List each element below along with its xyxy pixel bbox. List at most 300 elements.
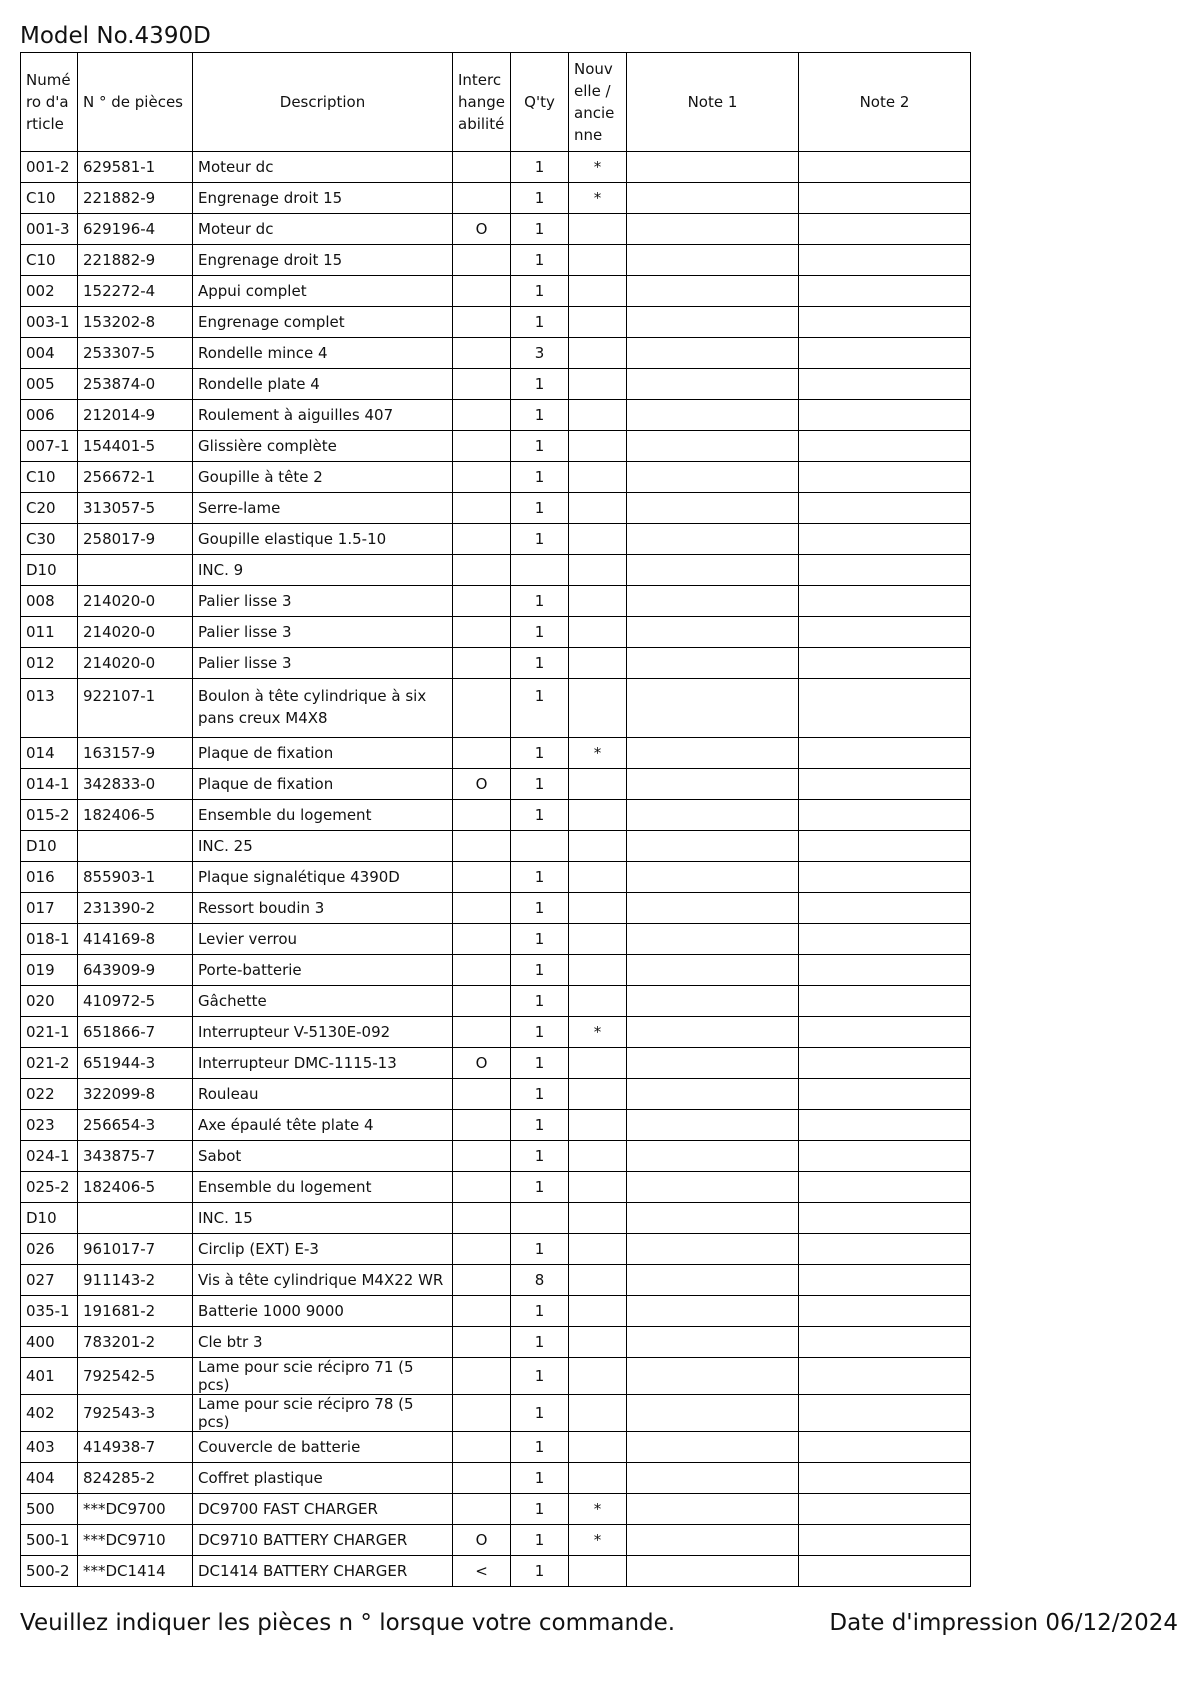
part-number-cell: 256654-3 <box>78 1110 193 1141</box>
note-1-cell <box>627 1556 799 1587</box>
description-cell: Plaque de fixation <box>193 738 453 769</box>
new-old-cell <box>569 524 627 555</box>
description-cell: Porte-batterie <box>193 955 453 986</box>
part-number-cell: 343875-7 <box>78 1141 193 1172</box>
item-number-cell: D10 <box>21 831 78 862</box>
item-number-cell: 004 <box>21 338 78 369</box>
note-2-cell <box>799 1395 971 1432</box>
description-cell: Serre-lame <box>193 493 453 524</box>
new-old-cell <box>569 862 627 893</box>
interchangeability-cell <box>453 831 511 862</box>
new-old-cell <box>569 1327 627 1358</box>
item-number-cell: C10 <box>21 245 78 276</box>
interchangeability-cell <box>453 1265 511 1296</box>
description-cell: Roulement à aiguilles 407 <box>193 400 453 431</box>
part-number-cell: 163157-9 <box>78 738 193 769</box>
note-1-cell <box>627 831 799 862</box>
note-1-cell <box>627 1265 799 1296</box>
item-number-cell: 500 <box>21 1494 78 1525</box>
note-2-cell <box>799 586 971 617</box>
item-number-cell: C20 <box>21 493 78 524</box>
part-number-cell: 792543-3 <box>78 1395 193 1432</box>
note-2-cell <box>799 152 971 183</box>
interchangeability-cell <box>453 1141 511 1172</box>
table-row <box>21 1234 971 1265</box>
note-2-cell <box>799 1172 971 1203</box>
interchangeability-cell <box>453 1017 511 1048</box>
quantity-cell: 1 <box>511 431 569 462</box>
quantity-cell: 1 <box>511 738 569 769</box>
description-cell: Goupille à tête 2 <box>193 462 453 493</box>
interchangeability-cell <box>453 893 511 924</box>
note-1-cell <box>627 245 799 276</box>
new-old-cell <box>569 924 627 955</box>
table-row <box>21 862 971 893</box>
note-2-cell <box>799 462 971 493</box>
item-number-cell: 014-1 <box>21 769 78 800</box>
interchangeability-cell <box>453 1110 511 1141</box>
part-number-cell <box>78 831 193 862</box>
note-1-cell <box>627 431 799 462</box>
interchangeability-cell: O <box>453 1525 511 1556</box>
note-1-cell <box>627 338 799 369</box>
table-row <box>21 1048 971 1079</box>
header-note-2: Note 2 <box>799 53 971 152</box>
quantity-cell <box>511 1203 569 1234</box>
part-number-cell: 629581-1 <box>78 152 193 183</box>
part-number-cell: 182406-5 <box>78 1172 193 1203</box>
new-old-cell <box>569 1172 627 1203</box>
item-number-cell: 011 <box>21 617 78 648</box>
note-1-cell <box>627 1358 799 1395</box>
item-number-cell: 020 <box>21 986 78 1017</box>
table-row <box>21 214 971 245</box>
quantity-cell: 1 <box>511 369 569 400</box>
part-number-cell: 258017-9 <box>78 524 193 555</box>
item-number-cell: 500-1 <box>21 1525 78 1556</box>
quantity-cell: 1 <box>511 986 569 1017</box>
quantity-cell: 1 <box>511 1525 569 1556</box>
description-cell: Sabot <box>193 1141 453 1172</box>
item-number-cell: 402 <box>21 1395 78 1432</box>
quantity-cell: 1 <box>511 924 569 955</box>
part-number-cell <box>78 555 193 586</box>
quantity-cell: 1 <box>511 1327 569 1358</box>
new-old-cell <box>569 1141 627 1172</box>
item-number-cell: 401 <box>21 1358 78 1395</box>
interchangeability-cell: < <box>453 1556 511 1587</box>
interchangeability-cell <box>453 1358 511 1395</box>
table-row <box>21 769 971 800</box>
header-interchangeability: Interchangeabilité <box>453 53 511 152</box>
interchangeability-cell <box>453 1432 511 1463</box>
new-old-cell: * <box>569 152 627 183</box>
note-1-cell <box>627 769 799 800</box>
note-1-cell <box>627 679 799 738</box>
interchangeability-cell <box>453 1395 511 1432</box>
new-old-cell <box>569 1556 627 1587</box>
table-header-row <box>21 53 971 152</box>
quantity-cell: 1 <box>511 214 569 245</box>
quantity-cell <box>511 555 569 586</box>
quantity-cell: 1 <box>511 307 569 338</box>
note-1-cell <box>627 617 799 648</box>
note-1-cell <box>627 1525 799 1556</box>
note-2-cell <box>799 1203 971 1234</box>
interchangeability-cell <box>453 245 511 276</box>
item-number-cell: 014 <box>21 738 78 769</box>
part-number-cell: 322099-8 <box>78 1079 193 1110</box>
note-1-cell <box>627 276 799 307</box>
item-number-cell: 005 <box>21 369 78 400</box>
note-2-cell <box>799 617 971 648</box>
table-row <box>21 1172 971 1203</box>
quantity-cell: 1 <box>511 769 569 800</box>
part-number-cell: 153202-8 <box>78 307 193 338</box>
item-number-cell: 007-1 <box>21 431 78 462</box>
quantity-cell: 1 <box>511 648 569 679</box>
item-number-cell: 404 <box>21 1463 78 1494</box>
quantity-cell: 1 <box>511 1234 569 1265</box>
part-number-cell: 922107-1 <box>78 679 193 738</box>
item-number-cell: C10 <box>21 183 78 214</box>
order-instruction: Veuillez indiquer les pièces n ° lorsque votre commande. <box>20 1610 676 1636</box>
quantity-cell: 1 <box>511 1110 569 1141</box>
interchangeability-cell <box>453 462 511 493</box>
table-row <box>21 1358 971 1395</box>
item-number-cell: 026 <box>21 1234 78 1265</box>
description-cell: Ensemble du logement <box>193 1172 453 1203</box>
description-cell: Glissière complète <box>193 431 453 462</box>
interchangeability-cell: O <box>453 1048 511 1079</box>
note-2-cell <box>799 738 971 769</box>
part-number-cell: 629196-4 <box>78 214 193 245</box>
quantity-cell: 1 <box>511 1172 569 1203</box>
part-number-cell: 154401-5 <box>78 431 193 462</box>
note-2-cell <box>799 1494 971 1525</box>
item-number-cell: 025-2 <box>21 1172 78 1203</box>
description-cell: Plaque signalétique 4390D <box>193 862 453 893</box>
description-cell: Moteur dc <box>193 152 453 183</box>
note-2-cell <box>799 1556 971 1587</box>
note-1-cell <box>627 1172 799 1203</box>
item-number-cell: 021-2 <box>21 1048 78 1079</box>
new-old-cell: * <box>569 1494 627 1525</box>
new-old-cell <box>569 1048 627 1079</box>
note-2-cell <box>799 1358 971 1395</box>
note-2-cell <box>799 183 971 214</box>
new-old-cell <box>569 955 627 986</box>
part-number-cell: 911143-2 <box>78 1265 193 1296</box>
note-2-cell <box>799 555 971 586</box>
note-1-cell <box>627 586 799 617</box>
new-old-cell <box>569 400 627 431</box>
item-number-cell: D10 <box>21 1203 78 1234</box>
part-number-cell: 651866-7 <box>78 1017 193 1048</box>
quantity-cell: 8 <box>511 1265 569 1296</box>
item-number-cell: 018-1 <box>21 924 78 955</box>
table-row <box>21 462 971 493</box>
item-number-cell: 008 <box>21 586 78 617</box>
description-cell: Boulon à tête cylindrique à six pans creux M4X8 <box>193 679 453 738</box>
part-number-cell: 191681-2 <box>78 1296 193 1327</box>
description-cell: Lame pour scie récipro 78 (5 pcs) <box>193 1395 453 1432</box>
quantity-cell: 1 <box>511 493 569 524</box>
part-number-cell: 414938-7 <box>78 1432 193 1463</box>
interchangeability-cell <box>453 648 511 679</box>
interchangeability-cell <box>453 617 511 648</box>
note-2-cell <box>799 1296 971 1327</box>
page-title: Model No.4390D <box>20 23 211 49</box>
description-cell: Rouleau <box>193 1079 453 1110</box>
header-description: Description <box>193 53 453 152</box>
part-number-cell: 792542-5 <box>78 1358 193 1395</box>
quantity-cell: 1 <box>511 152 569 183</box>
quantity-cell: 1 <box>511 183 569 214</box>
print-date: Date d'impression 06/12/2024 <box>829 1610 1178 1636</box>
note-2-cell <box>799 800 971 831</box>
part-number-cell: 643909-9 <box>78 955 193 986</box>
table-row <box>21 307 971 338</box>
header-new-old: Nouvelle / ancienne <box>569 53 627 152</box>
note-1-cell <box>627 1463 799 1494</box>
note-1-cell <box>627 307 799 338</box>
part-number-cell: 152272-4 <box>78 276 193 307</box>
note-1-cell <box>627 648 799 679</box>
part-number-cell: 414169-8 <box>78 924 193 955</box>
table-row <box>21 800 971 831</box>
new-old-cell <box>569 462 627 493</box>
part-number-cell: ***DC9700 <box>78 1494 193 1525</box>
note-2-cell <box>799 1110 971 1141</box>
item-number-cell: 006 <box>21 400 78 431</box>
interchangeability-cell <box>453 1296 511 1327</box>
table-row <box>21 1494 971 1525</box>
description-cell: Goupille elastique 1.5-10 <box>193 524 453 555</box>
interchangeability-cell <box>453 338 511 369</box>
note-1-cell <box>627 524 799 555</box>
interchangeability-cell <box>453 493 511 524</box>
interchangeability-cell <box>453 369 511 400</box>
table-row <box>21 617 971 648</box>
interchangeability-cell <box>453 924 511 955</box>
note-2-cell <box>799 369 971 400</box>
note-1-cell <box>627 1048 799 1079</box>
note-1-cell <box>627 1203 799 1234</box>
new-old-cell <box>569 338 627 369</box>
table-row <box>21 555 971 586</box>
description-cell: Engrenage droit 15 <box>193 183 453 214</box>
part-number-cell: 256672-1 <box>78 462 193 493</box>
note-2-cell <box>799 338 971 369</box>
table-row <box>21 1525 971 1556</box>
part-number-cell: 214020-0 <box>78 586 193 617</box>
interchangeability-cell <box>453 800 511 831</box>
table-row <box>21 1463 971 1494</box>
table-row <box>21 1556 971 1587</box>
description-cell: Batterie 1000 9000 <box>193 1296 453 1327</box>
interchangeability-cell: O <box>453 214 511 245</box>
new-old-cell <box>569 679 627 738</box>
new-old-cell <box>569 617 627 648</box>
description-cell: DC9710 BATTERY CHARGER <box>193 1525 453 1556</box>
description-cell: Engrenage droit 15 <box>193 245 453 276</box>
table-row <box>21 586 971 617</box>
new-old-cell <box>569 1463 627 1494</box>
table-row <box>21 1395 971 1432</box>
quantity-cell: 1 <box>511 1463 569 1494</box>
interchangeability-cell <box>453 400 511 431</box>
new-old-cell <box>569 214 627 245</box>
item-number-cell: C10 <box>21 462 78 493</box>
note-2-cell <box>799 862 971 893</box>
interchangeability-cell <box>453 862 511 893</box>
new-old-cell <box>569 493 627 524</box>
description-cell: Vis à tête cylindrique M4X22 WR <box>193 1265 453 1296</box>
note-1-cell <box>627 1494 799 1525</box>
note-2-cell <box>799 245 971 276</box>
new-old-cell <box>569 648 627 679</box>
item-number-cell: 500-2 <box>21 1556 78 1587</box>
note-2-cell <box>799 893 971 924</box>
interchangeability-cell <box>453 555 511 586</box>
quantity-cell: 1 <box>511 1079 569 1110</box>
interchangeability-cell <box>453 586 511 617</box>
item-number-cell: 019 <box>21 955 78 986</box>
new-old-cell <box>569 586 627 617</box>
table-row <box>21 524 971 555</box>
part-number-cell: 313057-5 <box>78 493 193 524</box>
new-old-cell <box>569 1203 627 1234</box>
description-cell: Palier lisse 3 <box>193 586 453 617</box>
item-number-cell: 015-2 <box>21 800 78 831</box>
note-1-cell <box>627 214 799 245</box>
part-number-cell: 342833-0 <box>78 769 193 800</box>
note-1-cell <box>627 738 799 769</box>
quantity-cell: 3 <box>511 338 569 369</box>
note-1-cell <box>627 493 799 524</box>
note-2-cell <box>799 1141 971 1172</box>
table-row <box>21 338 971 369</box>
note-2-cell <box>799 1327 971 1358</box>
quantity-cell: 1 <box>511 1395 569 1432</box>
description-cell: INC. 15 <box>193 1203 453 1234</box>
item-number-cell: 023 <box>21 1110 78 1141</box>
note-1-cell <box>627 955 799 986</box>
table-row <box>21 648 971 679</box>
new-old-cell: * <box>569 183 627 214</box>
note-2-cell <box>799 400 971 431</box>
quantity-cell: 1 <box>511 400 569 431</box>
note-1-cell <box>627 152 799 183</box>
part-number-cell: 221882-9 <box>78 245 193 276</box>
table-row <box>21 276 971 307</box>
description-cell: Engrenage complet <box>193 307 453 338</box>
note-1-cell <box>627 986 799 1017</box>
table-row <box>21 1141 971 1172</box>
note-2-cell <box>799 214 971 245</box>
item-number-cell: 021-1 <box>21 1017 78 1048</box>
description-cell: Couvercle de batterie <box>193 1432 453 1463</box>
note-1-cell <box>627 1017 799 1048</box>
interchangeability-cell: O <box>453 769 511 800</box>
quantity-cell: 1 <box>511 586 569 617</box>
note-2-cell <box>799 955 971 986</box>
note-1-cell <box>627 1079 799 1110</box>
item-number-cell: 001-3 <box>21 214 78 245</box>
quantity-cell: 1 <box>511 276 569 307</box>
interchangeability-cell <box>453 1494 511 1525</box>
note-1-cell <box>627 862 799 893</box>
interchangeability-cell <box>453 524 511 555</box>
note-2-cell <box>799 1079 971 1110</box>
quantity-cell: 1 <box>511 617 569 648</box>
note-1-cell <box>627 183 799 214</box>
note-1-cell <box>627 800 799 831</box>
description-cell: Coffret plastique <box>193 1463 453 1494</box>
note-1-cell <box>627 1110 799 1141</box>
quantity-cell: 1 <box>511 462 569 493</box>
new-old-cell <box>569 893 627 924</box>
quantity-cell: 1 <box>511 1556 569 1587</box>
description-cell: Axe épaulé tête plate 4 <box>193 1110 453 1141</box>
description-cell: Rondelle mince 4 <box>193 338 453 369</box>
note-1-cell <box>627 1234 799 1265</box>
item-number-cell: 002 <box>21 276 78 307</box>
part-number-cell: ***DC9710 <box>78 1525 193 1556</box>
table-row <box>21 152 971 183</box>
part-number-cell: 410972-5 <box>78 986 193 1017</box>
description-cell: Circlip (EXT) E-3 <box>193 1234 453 1265</box>
quantity-cell <box>511 831 569 862</box>
interchangeability-cell <box>453 1172 511 1203</box>
note-1-cell <box>627 462 799 493</box>
note-2-cell <box>799 431 971 462</box>
new-old-cell <box>569 1432 627 1463</box>
interchangeability-cell <box>453 307 511 338</box>
note-1-cell <box>627 1296 799 1327</box>
description-cell: Rondelle plate 4 <box>193 369 453 400</box>
interchangeability-cell <box>453 276 511 307</box>
table-row <box>21 1265 971 1296</box>
parts-table-body <box>21 152 971 1587</box>
quantity-cell: 1 <box>511 1432 569 1463</box>
interchangeability-cell <box>453 1079 511 1110</box>
part-number-cell: 221882-9 <box>78 183 193 214</box>
quantity-cell: 1 <box>511 1494 569 1525</box>
new-old-cell <box>569 800 627 831</box>
new-old-cell <box>569 1079 627 1110</box>
note-2-cell <box>799 276 971 307</box>
new-old-cell <box>569 369 627 400</box>
note-1-cell <box>627 1395 799 1432</box>
description-cell: Gâchette <box>193 986 453 1017</box>
part-number-cell: 212014-9 <box>78 400 193 431</box>
description-cell: Palier lisse 3 <box>193 617 453 648</box>
new-old-cell <box>569 831 627 862</box>
note-1-cell <box>627 400 799 431</box>
item-number-cell: 022 <box>21 1079 78 1110</box>
description-cell: Cle btr 3 <box>193 1327 453 1358</box>
item-number-cell: 400 <box>21 1327 78 1358</box>
part-number-cell: 961017-7 <box>78 1234 193 1265</box>
description-cell: Ressort boudin 3 <box>193 893 453 924</box>
item-number-cell: 001-2 <box>21 152 78 183</box>
part-number-cell: 253874-0 <box>78 369 193 400</box>
header-quantity: Q'ty <box>511 53 569 152</box>
table-row <box>21 679 971 738</box>
table-row <box>21 245 971 276</box>
